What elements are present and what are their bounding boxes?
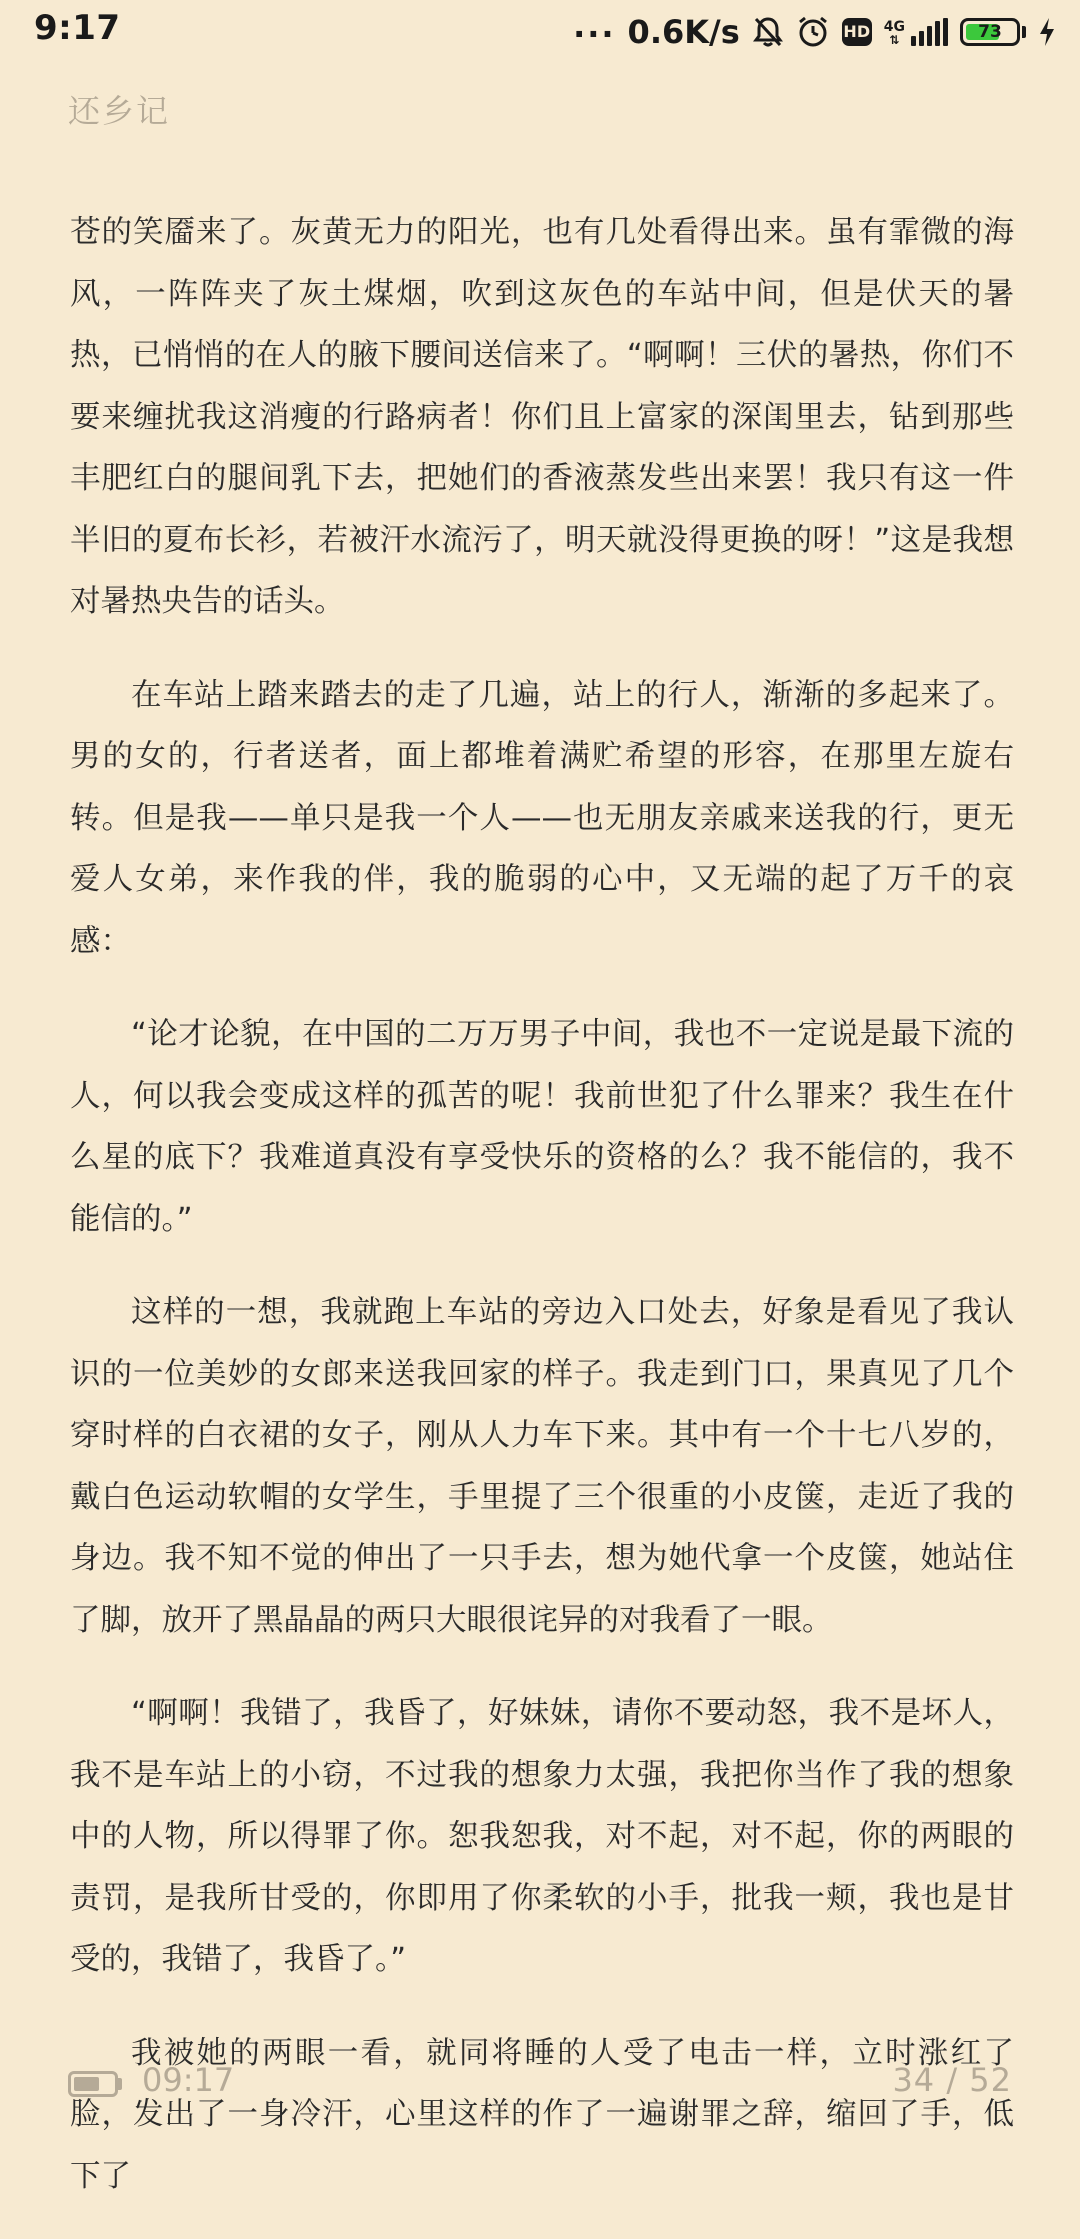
battery-level-text: 73	[978, 22, 1002, 42]
bell-off-icon	[752, 15, 784, 49]
more-notifications-icon: ...	[573, 7, 616, 45]
network-type: 4G	[883, 19, 905, 35]
reader-footer	[0, 2055, 1080, 2115]
signal-4g-icon: 4G ⇅	[884, 18, 948, 46]
battery-tip	[1022, 26, 1026, 38]
status-time: 9:17	[34, 8, 121, 48]
book-title: 还乡记	[68, 92, 171, 130]
status-icons	[573, 7, 1056, 54]
charging-bolt-icon	[1038, 16, 1056, 48]
battery-icon	[960, 18, 1020, 46]
footer-battery-fill	[74, 2077, 99, 2091]
paragraph: 在车站上踏来踏去的走了几遍，站上的行人，渐渐的多起来了。男的女的，行者送者，面上都堆着满贮希望的形容，在那里左旋右转。但是我——单只是我一个人——也无朋友亲戚来送我的行，更无爱人女弟，来作我的伴，我的脆弱的心中，又无端的起了万千的哀感：	[70, 677, 1014, 959]
paragraph: 苍的笑靥来了。灰黄无力的阳光，也有几处看得出来。虽有霏微的海风，一阵阵夹了灰土煤烟，吹到这灰色的车站中间，但是伏天的暑热，已悄悄的在人的腋下腰间送信来了。“啊啊！三伏的暑热，你们不要来缠扰我这消瘦的行路病者！你们且上富家的深闺里去，钻到那些丰肥红白的腿间乳下去，把她们的香液蒸发些出来罢！我只有这一件半旧的夏布长衫，若被汗水流污了，明天就没得更换的呀！”这是我想对暑热央告的话头。	[70, 215, 1014, 619]
alarm-icon	[796, 15, 830, 49]
paragraph: 我被她的两眼一看，就同将睡的人受了电击一样，立时涨红了脸，发出了一身冷汗，心里这样的作了一遍谢罪之辞，缩回了手，低下了	[70, 2035, 1014, 2194]
status-bar	[0, 0, 1080, 66]
paragraph: 这样的一想，我就跑上车站的旁边入口处去，好象是看见了我认识的一位美妙的女郎来送我回家的样子。我走到门口，果真见了几个穿时样的白衣裙的女子，刚从人力车下来。其中有一个十七八岁的，戴白色运动软帽的女学生，手里提了三个很重的小皮箧，走近了我的身边。我不知不觉的伸出了一只手去，想为她代拿一个皮箧，她站住了脚，放开了黑晶晶的两只大眼很诧异的对我看了一眼。	[70, 1295, 1014, 1638]
paragraph: “论才论貌，在中国的二万万男子中间，我也不一定说是最下流的人，何以我会变成这样的孤苦的呢！我前世犯了什么罪来？我生在什么星的底下？我难道真没有享受快乐的资格的么？我不能信的，我不能信的。”	[70, 1017, 1014, 1237]
paragraph: “啊啊！我错了，我昏了，好妹妹，请你不要动怒，我不是坏人，我不是车站上的小窃，不过我的想象力太强，我把你当作了我的想象中的人物，所以得罪了你。恕我恕我，对不起，对不起，你的两眼的责罚，是我所甘受的，你即用了你柔软的小手，批我一颊，我也是甘受的，我错了，我昏了。”	[70, 1696, 1014, 1977]
footer-battery-icon	[68, 2071, 118, 2097]
network-speed: 0.6K/s	[627, 13, 740, 51]
hd-icon: HD	[842, 18, 872, 46]
reader-page-content[interactable]	[70, 202, 1014, 2239]
page-indicator: 34 / 52	[892, 2061, 1012, 2099]
footer-battery-tip	[118, 2078, 122, 2090]
footer-time: 09:17	[142, 2061, 235, 2099]
